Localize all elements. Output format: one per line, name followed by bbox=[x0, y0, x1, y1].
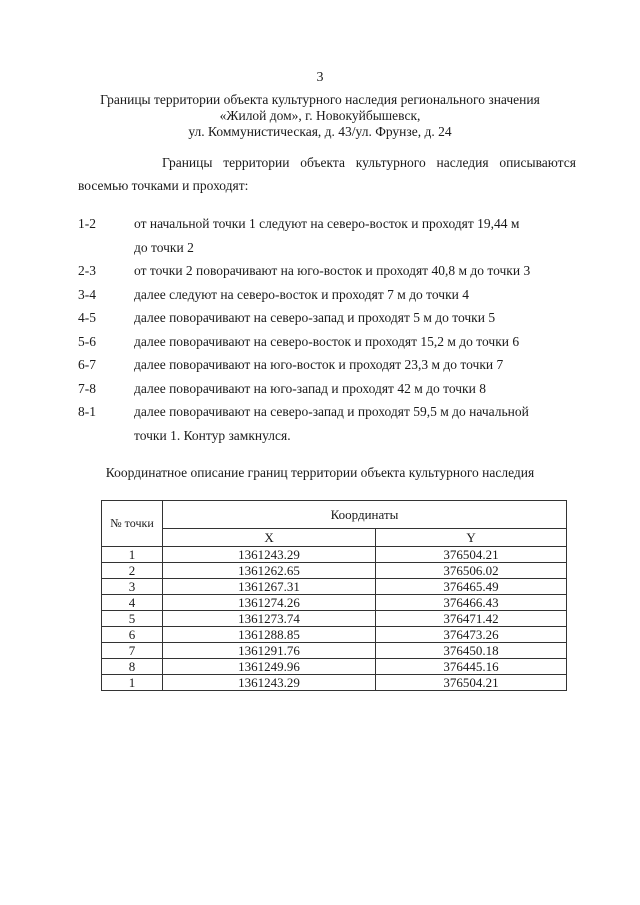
intro-word: культурного bbox=[355, 155, 426, 170]
cell-x: 1361262.65 bbox=[163, 563, 376, 579]
cell-y: 376465.49 bbox=[376, 579, 567, 595]
segment-item bbox=[78, 377, 558, 401]
cell-x: 1361243.29 bbox=[163, 675, 376, 691]
table-row bbox=[102, 563, 567, 579]
segment-line: до точки 2 bbox=[134, 239, 194, 255]
segment-number: 3-4 bbox=[78, 286, 96, 302]
cell-y: 376504.21 bbox=[376, 547, 567, 563]
table-row bbox=[102, 675, 567, 691]
segment-item bbox=[78, 283, 558, 307]
cell-point: 4 bbox=[102, 595, 163, 611]
boundary-segments-list bbox=[78, 212, 558, 447]
table-row bbox=[102, 595, 567, 611]
segment-description bbox=[134, 400, 558, 447]
segment-number: 5-6 bbox=[78, 333, 96, 349]
cell-point: 3 bbox=[102, 579, 163, 595]
cell-point: 5 bbox=[102, 611, 163, 627]
segment-line: далее поворачивают на северо-запад и проходят 59,5 м до начальной bbox=[134, 404, 529, 419]
cell-y: 376445.16 bbox=[376, 659, 567, 675]
table-row bbox=[102, 547, 567, 563]
cell-point: 1 bbox=[102, 547, 163, 563]
segment-description bbox=[134, 353, 558, 377]
cell-point: 6 bbox=[102, 627, 163, 643]
cell-y: 376471.42 bbox=[376, 611, 567, 627]
header-coordinates: Координаты bbox=[163, 501, 567, 529]
cell-y: 376473.26 bbox=[376, 627, 567, 643]
title-line-3: ул. Коммунистическая, д. 43/ул. Фрунзе, д. 24 bbox=[188, 124, 452, 139]
intro-word: объекта bbox=[300, 155, 345, 170]
table-row bbox=[102, 579, 567, 595]
segment-number: 7-8 bbox=[78, 380, 96, 396]
segment-description bbox=[134, 306, 558, 330]
document-title bbox=[60, 92, 580, 140]
segment-number: 1-2 bbox=[78, 216, 96, 231]
cell-x: 1361243.29 bbox=[163, 547, 376, 563]
segment-description bbox=[134, 377, 558, 401]
cell-point: 7 bbox=[102, 643, 163, 659]
cell-y: 376506.02 bbox=[376, 563, 567, 579]
cell-x: 1361267.31 bbox=[163, 579, 376, 595]
segment-line: от начальной точки 1 следуют на северо-восток и проходят 19,44 м bbox=[134, 216, 520, 231]
segment-line: далее поворачивают на северо-запад и проходят 5 м до точки 5 bbox=[134, 310, 496, 325]
segment-description bbox=[134, 283, 558, 307]
segment-item bbox=[78, 353, 558, 377]
table-caption: Координатное описание границ территории объекта культурного наследия bbox=[105, 465, 535, 480]
title-line-2: «Жилой дом», г. Новокуйбышевск, bbox=[219, 108, 421, 123]
segment-item bbox=[78, 259, 558, 283]
segment-line: точки 1. Контур замкнулся. bbox=[134, 427, 291, 443]
cell-x: 1361249.96 bbox=[163, 659, 376, 675]
header-x: X bbox=[163, 529, 376, 547]
segment-number: 6-7 bbox=[78, 357, 96, 372]
segment-item bbox=[78, 212, 558, 259]
intro-line-2: восемью точками и проходят: bbox=[78, 178, 249, 193]
intro-word: Границы bbox=[162, 155, 213, 170]
cell-x: 1361288.85 bbox=[163, 627, 376, 643]
cell-x: 1361274.26 bbox=[163, 595, 376, 611]
table-row bbox=[102, 659, 567, 675]
segment-line: далее следуют на северо-восток и проходят 7 м до точки 4 bbox=[134, 286, 470, 302]
intro-word: описываются bbox=[499, 155, 576, 170]
table-row bbox=[102, 611, 567, 627]
cell-x: 1361273.74 bbox=[163, 611, 376, 627]
header-y: Y bbox=[376, 529, 567, 547]
segment-line: далее поворачивают на юго-восток и проходят 23,3 м до точки 7 bbox=[134, 357, 504, 372]
segment-line: далее поворачивают на северо-восток и проходят 15,2 м до точки 6 bbox=[134, 333, 520, 349]
page-number: 3 bbox=[316, 70, 324, 85]
segment-number: 8-1 bbox=[78, 404, 96, 419]
segment-line: далее поворачивают на юго-запад и проходят 42 м до точки 8 bbox=[134, 380, 486, 396]
intro-word: территории bbox=[223, 155, 290, 170]
table-row bbox=[102, 627, 567, 643]
cell-point: 8 bbox=[102, 659, 163, 675]
cell-y: 376466.43 bbox=[376, 595, 567, 611]
segment-number: 2-3 bbox=[78, 263, 96, 278]
segment-description bbox=[134, 212, 558, 259]
cell-point: 2 bbox=[102, 563, 163, 579]
segment-item bbox=[78, 306, 558, 330]
segment-description bbox=[134, 259, 558, 283]
coordinates-table bbox=[101, 500, 567, 691]
intro-word: наследия bbox=[436, 155, 489, 170]
segment-item bbox=[78, 400, 558, 447]
segment-description bbox=[134, 330, 558, 354]
title-line-1: Границы территории объекта культурного наследия регионального значения bbox=[100, 92, 540, 107]
intro-paragraph bbox=[78, 151, 576, 197]
cell-y: 376450.18 bbox=[376, 643, 567, 659]
segment-number: 4-5 bbox=[78, 310, 96, 325]
header-point-number: № точки bbox=[102, 501, 163, 547]
intro-line-1 bbox=[78, 151, 576, 174]
cell-y: 376504.21 bbox=[376, 675, 567, 691]
table-row bbox=[102, 643, 567, 659]
cell-x: 1361291.76 bbox=[163, 643, 376, 659]
segment-item bbox=[78, 330, 558, 354]
cell-point: 1 bbox=[102, 675, 163, 691]
segment-line: от точки 2 поворачивают на юго-восток и проходят 40,8 м до точки 3 bbox=[134, 263, 531, 278]
